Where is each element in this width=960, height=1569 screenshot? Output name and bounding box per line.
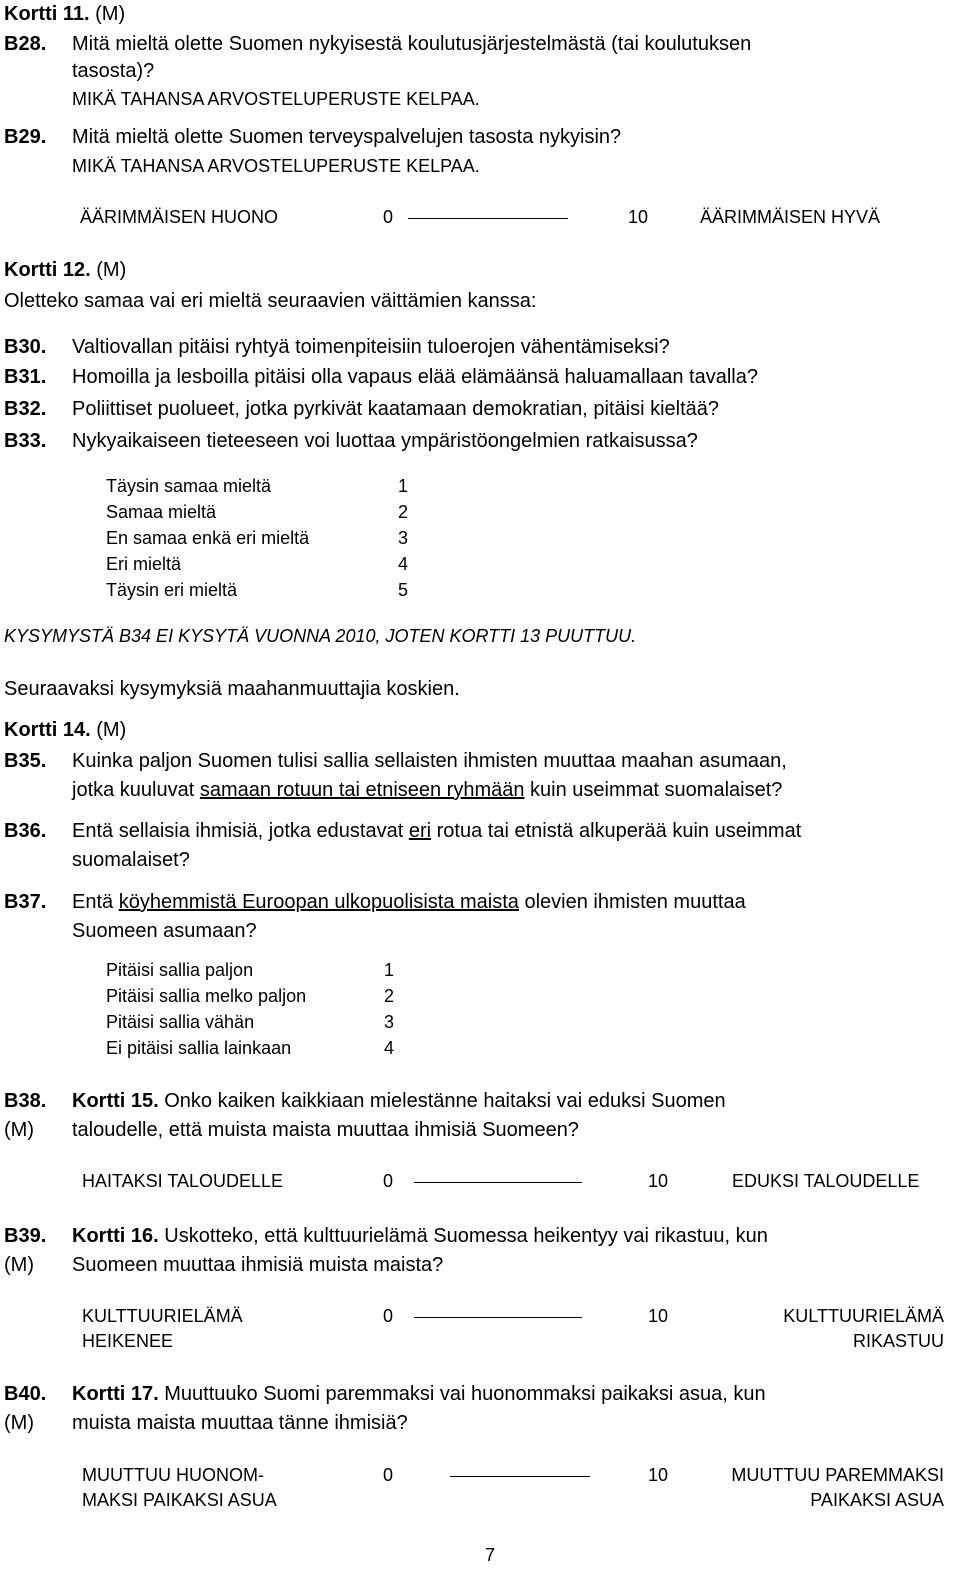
question-b36-line1: [72, 820, 801, 843]
card-mode: (M): [96, 719, 127, 741]
scale2-left-label: HAITAKSI TALOUDELLE: [82, 1171, 284, 1191]
question-number-b39: B39.: [4, 1225, 47, 1247]
allow-option-label: Pitäisi sallia paljon: [106, 960, 254, 980]
question-b36-line2: suomalaiset?: [72, 849, 190, 871]
scale1-ten: 10: [628, 207, 649, 227]
scale2-zero: 0: [383, 1171, 394, 1191]
question-b35-line1: Kuinka paljon Suomen tulisi sallia sellaisten ihmisten muuttaa maahan asumaan,: [72, 750, 787, 772]
agree-option-label: Täysin samaa mieltä: [106, 476, 272, 496]
question-text: Onko kaiken kaikkiaan mielestänne haitaksi vai eduksi Suomen: [164, 1090, 726, 1112]
agree-option-label: Täysin eri mieltä: [106, 580, 238, 600]
question-b40-mode: (M): [4, 1412, 34, 1434]
allow-option-code: 2: [384, 986, 395, 1006]
question-number-b31: B31.: [4, 366, 47, 388]
question-number-b36: B36.: [4, 820, 47, 842]
text-segment: olevien ihmisten muuttaa: [518, 891, 746, 913]
text-segment: rotua tai etnistä alkuperää kuin useimmat: [431, 820, 802, 842]
scale3-right-label-2: RIKASTUU: [852, 1331, 944, 1351]
question-number-b35: B35.: [4, 750, 47, 772]
question-b38-line2: taloudelle, että muista maista muuttaa ihmisiä Suomeen?: [72, 1119, 579, 1141]
scale3-left-label-2: HEIKENEE: [82, 1331, 174, 1351]
scale4-left-label-2: MAKSI PAIKAKSI ASUA: [82, 1490, 277, 1510]
allow-option-code: 4: [384, 1038, 395, 1058]
card-title: Kortti 11.: [4, 3, 90, 25]
scale4-ten: 10: [648, 1465, 669, 1485]
question-b37-line1: [72, 891, 746, 914]
question-number-b30: B30.: [4, 336, 47, 358]
scale4-line: [450, 1476, 590, 1477]
scale2-right-label: EDUKSI TALOUDELLE: [732, 1171, 920, 1191]
question-number-b33: B33.: [4, 430, 47, 452]
scale3-right-label-1: KULTTUURIELÄMÄ: [783, 1306, 944, 1326]
card-title: Kortti 12.: [4, 259, 91, 281]
question-b39-line2: Suomeen muuttaa ihmisiä muista maista?: [72, 1254, 444, 1276]
underlined-text: eri: [408, 820, 432, 842]
allow-option-label: Ei pitäisi sallia lainkaan: [106, 1038, 292, 1058]
scale3-left-label-1: KULTTUURIELÄMÄ: [82, 1306, 243, 1326]
scale1-line: [408, 218, 568, 219]
scale3-line: [414, 1317, 582, 1318]
agree-option-label: Eri mieltä: [106, 554, 182, 574]
scale4-left-label-1: MUUTTUU HUONOM-: [82, 1465, 264, 1485]
question-b31: Homoilla ja lesboilla pitäisi olla vapaus elää elämäänsä haluamallaan tavalla?: [72, 366, 758, 388]
question-b38-mode: (M): [4, 1119, 34, 1141]
question-b30: Valtiovallan pitäisi ryhtyä toimenpiteisiin tuloerojen vähentämiseksi?: [72, 336, 670, 358]
question-b28-line2: tasosta)?: [72, 60, 155, 82]
card-11-heading: [4, 3, 125, 26]
question-text: Uskotteko, että kulttuurielämä Suomessa heikentyy vai rikastuu, kun: [164, 1225, 768, 1247]
card-reference: Kortti 15.: [72, 1090, 159, 1112]
question-b38-line1: [72, 1090, 726, 1113]
scale4-right-label-2: PAIKAKSI ASUA: [810, 1490, 944, 1510]
allow-option-label: Pitäisi sallia melko paljon: [106, 986, 307, 1006]
scale2-line: [414, 1182, 582, 1183]
allow-option-code: 3: [384, 1012, 395, 1032]
agree-option-code: 2: [398, 502, 409, 522]
question-b28-line1: Mitä mieltä olette Suomen nykyisestä koulutusjärjestelmästä (tai koulutuksen: [72, 33, 752, 55]
agree-option-code: 3: [398, 528, 409, 548]
immigration-intro: Seuraavaksi kysymyksiä maahanmuuttajia koskien.: [4, 678, 460, 700]
card-12-intro: Oletteko samaa vai eri mieltä seuraavien väittämien kanssa:: [4, 290, 537, 312]
question-number-b37: B37.: [4, 891, 47, 913]
scale3-ten: 10: [648, 1306, 669, 1326]
question-b40-line1: [72, 1383, 766, 1406]
question-b29-line1: Mitä mieltä olette Suomen terveyspalvelujen tasosta nykyisin?: [72, 126, 622, 148]
underlined-text: köyhemmistä Euroopan ulkopuolisista maista: [118, 891, 519, 913]
question-b33: Nykyaikaiseen tieteeseen voi luottaa ympäristöongelmien ratkaisussa?: [72, 430, 698, 452]
text-segment: jotka kuuluvat: [72, 779, 200, 801]
scale3-zero: 0: [383, 1306, 394, 1326]
question-b39-line1: [72, 1225, 768, 1248]
scale4-zero: 0: [383, 1465, 394, 1485]
page-number: 7: [485, 1545, 496, 1565]
text-segment: kuin useimmat suomalaiset?: [524, 779, 783, 801]
agree-option-code: 5: [398, 580, 409, 600]
card-12-heading: [4, 259, 126, 282]
card-reference: Kortti 17.: [72, 1383, 159, 1405]
agree-option-code: 4: [398, 554, 409, 574]
interviewer-note-b29: MIKÄ TAHANSA ARVOSTELUPERUSTE KELPAA.: [72, 156, 480, 176]
scale1-right-label: ÄÄRIMMÄISEN HYVÄ: [700, 207, 881, 227]
question-number-b29: B29.: [4, 126, 47, 148]
question-number-b40: B40.: [4, 1383, 47, 1405]
card-mode: (M): [96, 259, 127, 281]
question-number-b38: B38.: [4, 1090, 47, 1112]
interviewer-note-b28: MIKÄ TAHANSA ARVOSTELUPERUSTE KELPAA.: [72, 89, 480, 109]
question-b37-line2: Suomeen asumaan?: [72, 920, 257, 942]
agree-option-code: 1: [398, 476, 409, 496]
underlined-text: samaan rotuun tai etniseen ryhmään: [199, 779, 525, 801]
agree-option-label: En samaa enkä eri mieltä: [106, 528, 310, 548]
note-b34: KYSYMYSTÄ B34 EI KYSYTÄ VUONNA 2010, JOTEN KORTTI 13 PUUTTUU.: [4, 626, 637, 646]
question-b39-mode: (M): [4, 1254, 34, 1276]
question-b40-line2: muista maista muuttaa tänne ihmisiä?: [72, 1412, 408, 1434]
card-title: Kortti 14.: [4, 719, 91, 741]
scale1-left-label: ÄÄRIMMÄISEN HUONO: [80, 207, 279, 227]
card-14-heading: [4, 719, 126, 742]
scale1-zero: 0: [383, 207, 394, 227]
card-mode: (M): [95, 3, 126, 25]
scale2-ten: 10: [648, 1171, 669, 1191]
question-b35-line2: [72, 779, 782, 802]
card-reference: Kortti 16.: [72, 1225, 159, 1247]
text-segment: Entä sellaisia ihmisiä, jotka edustavat: [72, 820, 409, 842]
agree-option-label: Samaa mieltä: [106, 502, 217, 522]
text-segment: Entä: [72, 891, 119, 913]
allow-option-code: 1: [384, 960, 395, 980]
question-b32: Poliittiset puolueet, jotka pyrkivät kaatamaan demokratian, pitäisi kieltää?: [72, 398, 720, 420]
question-number-b32: B32.: [4, 398, 47, 420]
question-text: Muuttuuko Suomi paremmaksi vai huonommaksi paikaksi asua, kun: [164, 1383, 766, 1405]
allow-option-label: Pitäisi sallia vähän: [106, 1012, 255, 1032]
question-number-b28: B28.: [4, 33, 47, 55]
scale4-right-label-1: MUUTTUU PAREMMAKSI: [731, 1465, 944, 1485]
